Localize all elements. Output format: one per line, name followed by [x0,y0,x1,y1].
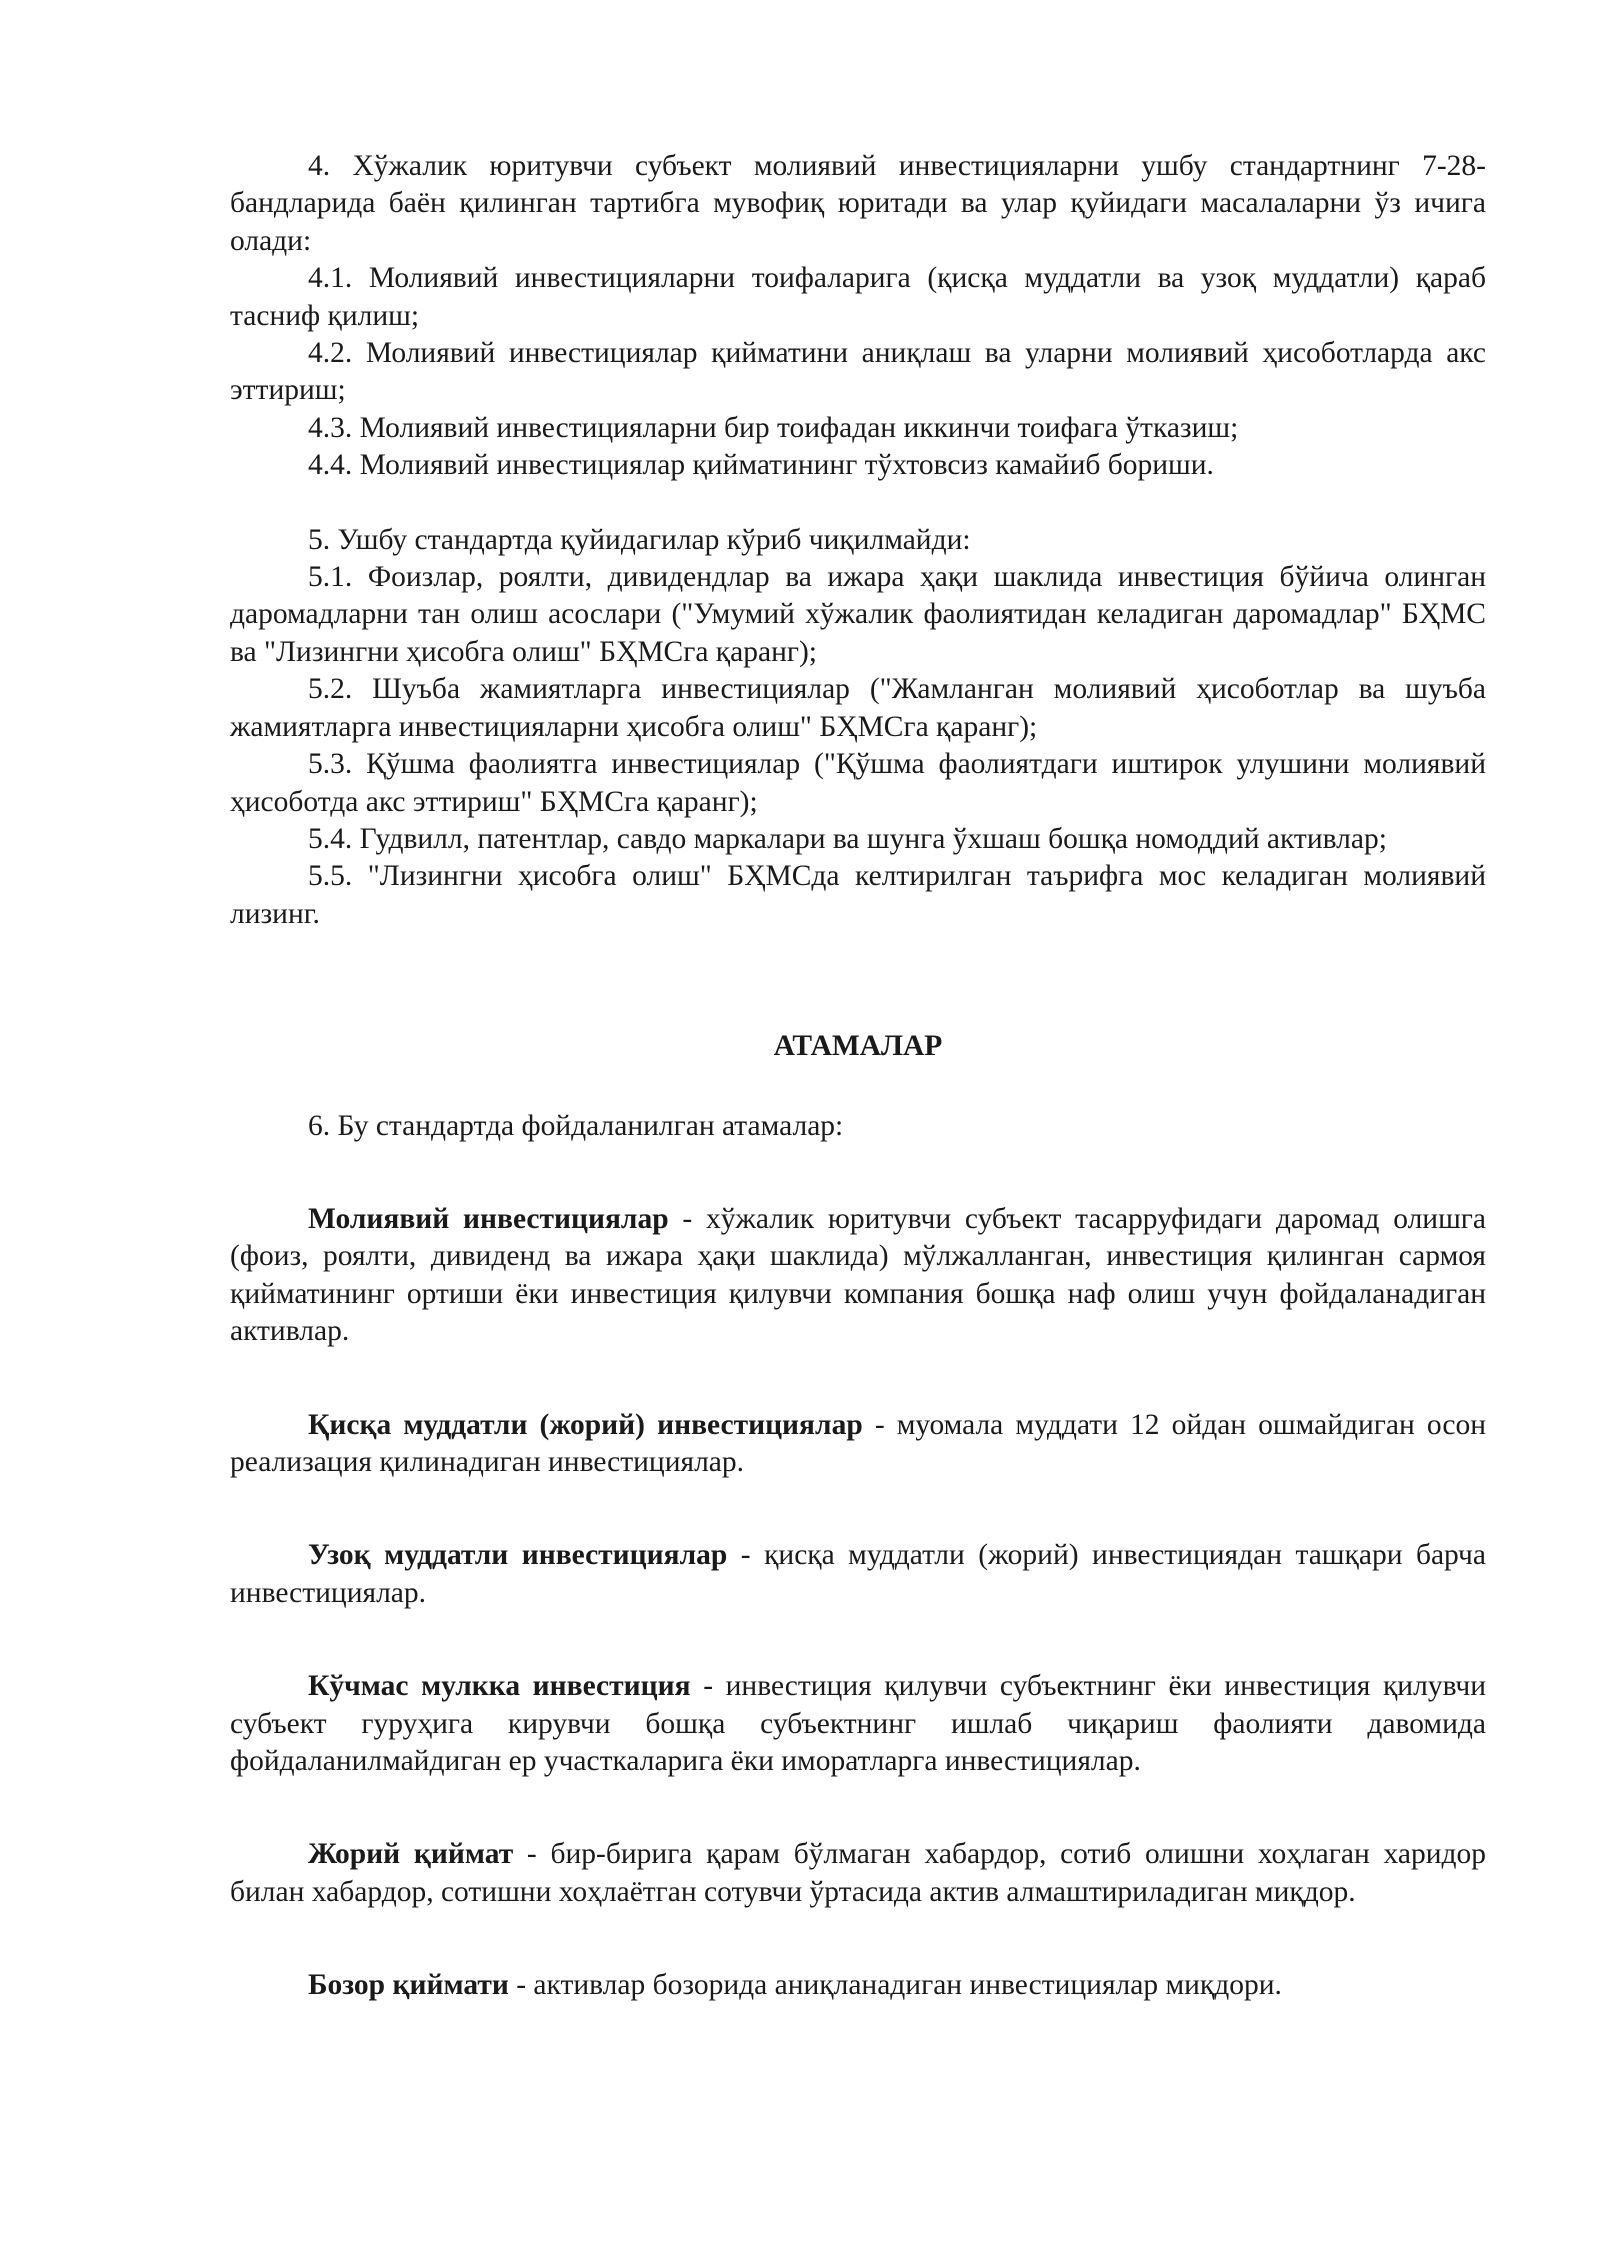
section-4-item: 4.1. Молиявий инвестицияларни тоифаларига (қисқа муддатли ва узоқ муддатли) қараб тасниф қилиш; [230,262,1486,332]
definition-paragraph [230,1836,1486,1911]
spacer [230,1612,1486,1668]
document-page [230,148,1486,2005]
definition-term: Молиявий инвестициялар [308,1202,669,1235]
definition-term: Жорий қиймат [308,1838,514,1871]
spacer [230,1481,1486,1537]
definition-text: - муомала муддати 12 ойдан ошмайдиган осон реализация қилинадиган инвестициялар. [230,1408,1486,1478]
section-4-item: 4.2. Молиявий инвестициялар қийматини аниқлаш ва уларни молиявий ҳисоботларда акс эттириш; [230,337,1486,407]
definition-term: Кўчмас мулкка инвестиция [308,1670,691,1703]
definition-term: Бозор қиймати [308,1969,509,2002]
section-4-item: 4.3. Молиявий инвестицияларни бир тоифадан иккинчи тоифага ўтказиш; [308,411,1239,444]
definition-paragraph [230,1407,1486,1482]
definition-paragraph [230,1201,1486,1351]
section-5-item: 5.1. Фоизлар, роялти, дивидендлар ва ижара ҳақи шаклида инвестиция бўйича олинган даромадларни тан олиш асослари ("Умумий хўжалик фаолиятидан келадиган даромадлар" БҲМС ва "Лизингни ҳисобга олиш" БҲМСга қаранг); [230,561,1486,668]
spacer [230,485,1486,522]
section-heading: АТАМАЛАР [773,1030,943,1063]
definition-text: - инвестиция қилувчи субъектнинг ёки инвестиция қилувчи субъект гуруҳига кирувчи бошқа субъектнинг ишлаб чиқариш фаолияти давомида фойдаланилмайдиган ер участкаларига ёки иморатларга инвестициялар. [230,1670,1486,1777]
spacer [230,933,1486,991]
definition-paragraph [230,1537,1486,1612]
spacer [230,1066,1486,1108]
section-5-item: 5.5. "Лизингни ҳисобга олиш" БҲМСда келтирилган таърифга мос келадиган молиявий лизинг. [230,860,1486,930]
definition-text: - қисқа муддатли (жорий) инвестициядан ташқари барча инвестициялар. [230,1539,1486,1609]
definition-paragraph [230,1967,1486,2004]
definition-text: - активлар бозорида аниқланадиган инвестициялар миқдори. [508,1969,1282,2002]
definition-paragraph [230,1668,1486,1780]
section-6-intro: 6. Бу стандартда фойдаланилган атамалар: [308,1109,844,1142]
definition-text: - бир-бирига қарам бўлмаган хабардор, сотиб олишни хоҳлаган харидор билан хабардор, сотишни хоҳлаётган сотувчи ўртасида актив алмаштириладиган миқдор. [230,1838,1486,1908]
section-4-intro: 4. Хўжалик юритувчи субъект молиявий инвестицияларни ушбу стандартнинг 7-28-бандларида баён қилинган тартибга мувофиқ юритади ва улар қуйидаги масалаларни ўз ичига олади: [230,150,1486,257]
spacer [230,1145,1486,1201]
section-5-item: 5.3. Қўшма фаолиятга инвестициялар ("Қўшма фаолиятдаги иштирок улушини молиявий ҳисоботда акс эттириш" БҲМСга қаранг); [230,748,1486,818]
definition-term: Узоқ муддатли инвестициялар [308,1539,728,1572]
definition-term: Қисқа муддатли (жорий) инвестициялар [308,1408,863,1441]
section-5-item: 5.2. Шуъба жамиятларга инвестициялар ("Жамланган молиявий ҳисоботлар ва шуъба жамиятларга инвестицияларни ҳисобга олиш" БҲМСга қаранг); [230,673,1486,743]
section-5-item: 5.4. Гудвилл, патентлар, савдо маркалари ва шунга ўхшаш бошқа номоддий активлар; [308,822,1387,855]
spacer [230,1780,1486,1836]
definition-text: - хўжалик юритувчи субъект тасарруфидаги даромад олишга (фоиз, роялти, дивиденд ва ижара ҳақи шаклида) мўлжалланган, инвестиция қилинган сармоя қийматининг ортиши ёки инвестиция қилувчи компания бошқа наф олиш учун фойдаланадиган активлар. [230,1202,1486,1348]
section-4-item: 4.4. Молиявий инвестициялар қийматининг тўхтовсиз камайиб бориши. [308,449,1214,482]
spacer [230,1351,1486,1407]
section-5-intro: 5. Ушбу стандартда қуйидагилар кўриб чиқилмайди: [308,523,971,556]
spacer [230,991,1486,1028]
spacer [230,1911,1486,1967]
